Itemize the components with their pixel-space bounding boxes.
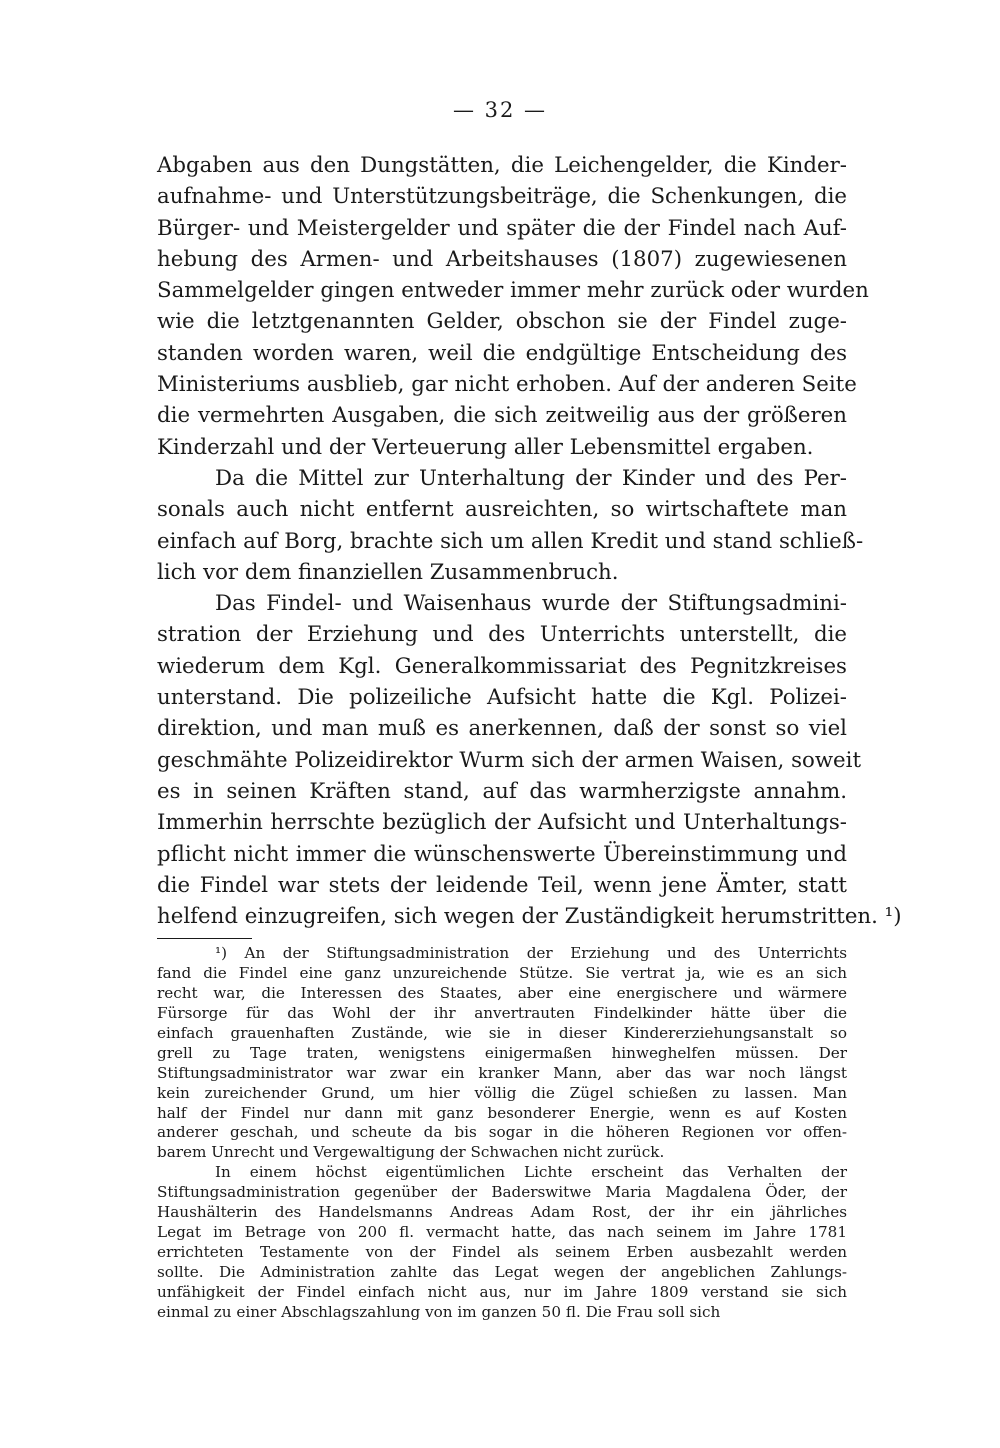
footnote-separator — [157, 938, 252, 939]
main_text-paragraph — [157, 588, 902, 932]
footnotes-line: sollte. Die Administration zahlte das Legat wegen der angeblichen Zahlungs- — [157, 1263, 847, 1281]
main_text-paragraph — [157, 150, 869, 463]
footnotes-block — [157, 944, 847, 1323]
main_text-line: sonals auch nicht entfernt ausreichten, so wirtschaftete man — [157, 497, 847, 523]
main_text-line: stration der Erziehung und des Unterrichts unterstellt, die — [157, 622, 847, 648]
main_text-line: Kinderzahl und der Verteuerung aller Lebensmittel ergaben. — [157, 434, 814, 460]
main-text-body — [157, 150, 902, 932]
footnotes-paragraph — [157, 1163, 847, 1323]
main_text-line: die vermehrten Ausgaben, die sich zeitweilig aus der größeren — [157, 403, 847, 429]
footnotes-line: unfähigkeit der Findel einfach nicht aus, nur im Jahre 1809 verstand sie sich — [157, 1282, 847, 1301]
main_text-line: unterstand. Die polizeiliche Aufsicht hatte die Kgl. Polizei- — [157, 685, 847, 711]
footnotes-line: ¹) An der Stiftungsadministration der Erziehung und des Unterrichts — [215, 944, 847, 962]
footnotes-line: Stiftungsadministration gegenüber der Baderswitwe Maria Magdalena Öder, der — [157, 1183, 847, 1202]
main_text-line: Sammelgelder gingen entweder immer mehr zurück oder wurden — [157, 278, 869, 304]
main_text-line: es in seinen Kräften stand, auf das warmherzigste annahm. — [157, 778, 847, 804]
footnotes-line: einmal zu einer Abschlagszahlung von im ganzen 50 fl. Die Frau soll sich — [157, 1302, 721, 1321]
main_text-paragraph — [157, 463, 864, 588]
main_text-line: direktion, und man muß es anerkennen, daß der sonst so viel — [157, 716, 847, 742]
footnotes-line: Fürsorge für das Wohl der ihr anvertrauten Findelkinder hätte über die — [157, 1003, 847, 1022]
footnotes-line: fand die Findel eine ganz unzureichende Stütze. Sie vertrat ja, wie es an sich — [157, 963, 847, 982]
main_text-line: Abgaben aus den Dungstätten, die Leichengelder, die Kinder- — [157, 153, 847, 178]
main_text-line: Ministeriums ausblieb, gar nicht erhoben. Auf der anderen Seite — [157, 372, 857, 398]
footnotes-line: half der Findel nur dann mit ganz besonderer Energie, wenn es auf Kosten — [157, 1103, 847, 1122]
footnotes-line: anderer geschah, und scheute da bis sogar in die höheren Regionen vor offen- — [157, 1123, 847, 1142]
main_text-line: Bürger- und Meistergelder und später die der Findel nach Auf- — [157, 215, 847, 241]
main_text-line: aufnahme- und Unterstützungsbeiträge, die Schenkungen, die — [157, 184, 847, 210]
footnotes-line: einfach grauenhaften Zustände, wie sie in dieser Kindererziehungsanstalt so — [157, 1023, 847, 1042]
page-number: — 32 — — [452, 98, 548, 122]
footnotes-line: Haushälterin des Handelsmanns Andreas Adam Rost, der ihr ein jährliches — [157, 1203, 847, 1222]
main_text-line: standen worden waren, weil die endgültige Entscheidung des — [157, 340, 847, 366]
main_text-line: geschmähte Polizeidirektor Wurm sich der armen Waisen, soweit — [157, 747, 862, 773]
footnotes-line: grell zu Tage traten, wenigstens einigermaßen hinweghelfen müssen. Der — [157, 1043, 847, 1062]
footnotes-paragraph — [157, 944, 847, 1163]
main_text-line: die Findel war stets der leidende Teil, wenn jene Ämter, statt — [157, 872, 847, 898]
main_text-line: Immerhin herrschte bezüglich der Aufsicht und Unterhaltungs- — [157, 810, 847, 836]
footnotes-line: barem Unrecht und Vergewaltigung der Schwachen nicht zurück. — [157, 1143, 665, 1162]
main_text-line: pflicht nicht immer die wünschenswerte Übereinstimmung und — [157, 841, 847, 867]
main_text-line: wie die letztgenannten Gelder, obschon sie der Findel zuge- — [157, 309, 847, 335]
footnotes-line: Legat im Betrage von 200 fl. vermacht hatte, das nach seinem im Jahre 1781 — [157, 1223, 847, 1242]
footnotes-line: recht war, die Interessen des Staates, aber eine energischere und wärmere — [157, 983, 847, 1002]
main_text-line: lich vor dem finanziellen Zusammenbruch. — [157, 559, 619, 585]
main_text-line: helfend einzugreifen, sich wegen der Zuständigkeit herumstritten. ¹) — [157, 904, 902, 930]
main_text-line: Das Findel- und Waisenhaus wurde der Stiftungsadmini- — [215, 591, 847, 617]
footnotes-line: In einem höchst eigentümlichen Lichte erscheint das Verhalten der — [215, 1163, 847, 1182]
main_text-line: einfach auf Borg, brachte sich um allen Kredit und stand schließ- — [157, 528, 864, 554]
footnotes-line: errichteten Testamente von der Findel als seinem Erben ausbezahlt werden — [157, 1243, 847, 1262]
main_text-line: wiederum dem Kgl. Generalkommissariat des Pegnitzkreises — [157, 653, 847, 679]
main_text-line: Da die Mittel zur Unterhaltung der Kinder und des Per- — [215, 465, 847, 491]
footnotes-line: Stiftungsadministrator war zwar ein kranker Mann, aber das war noch längst — [157, 1063, 847, 1082]
footnotes-line: kein zureichender Grund, um hier völlig die Zügel schießen zu lassen. Man — [157, 1083, 847, 1102]
main_text-line: hebung des Armen- und Arbeitshauses (1807) zugewiesenen — [157, 246, 847, 272]
